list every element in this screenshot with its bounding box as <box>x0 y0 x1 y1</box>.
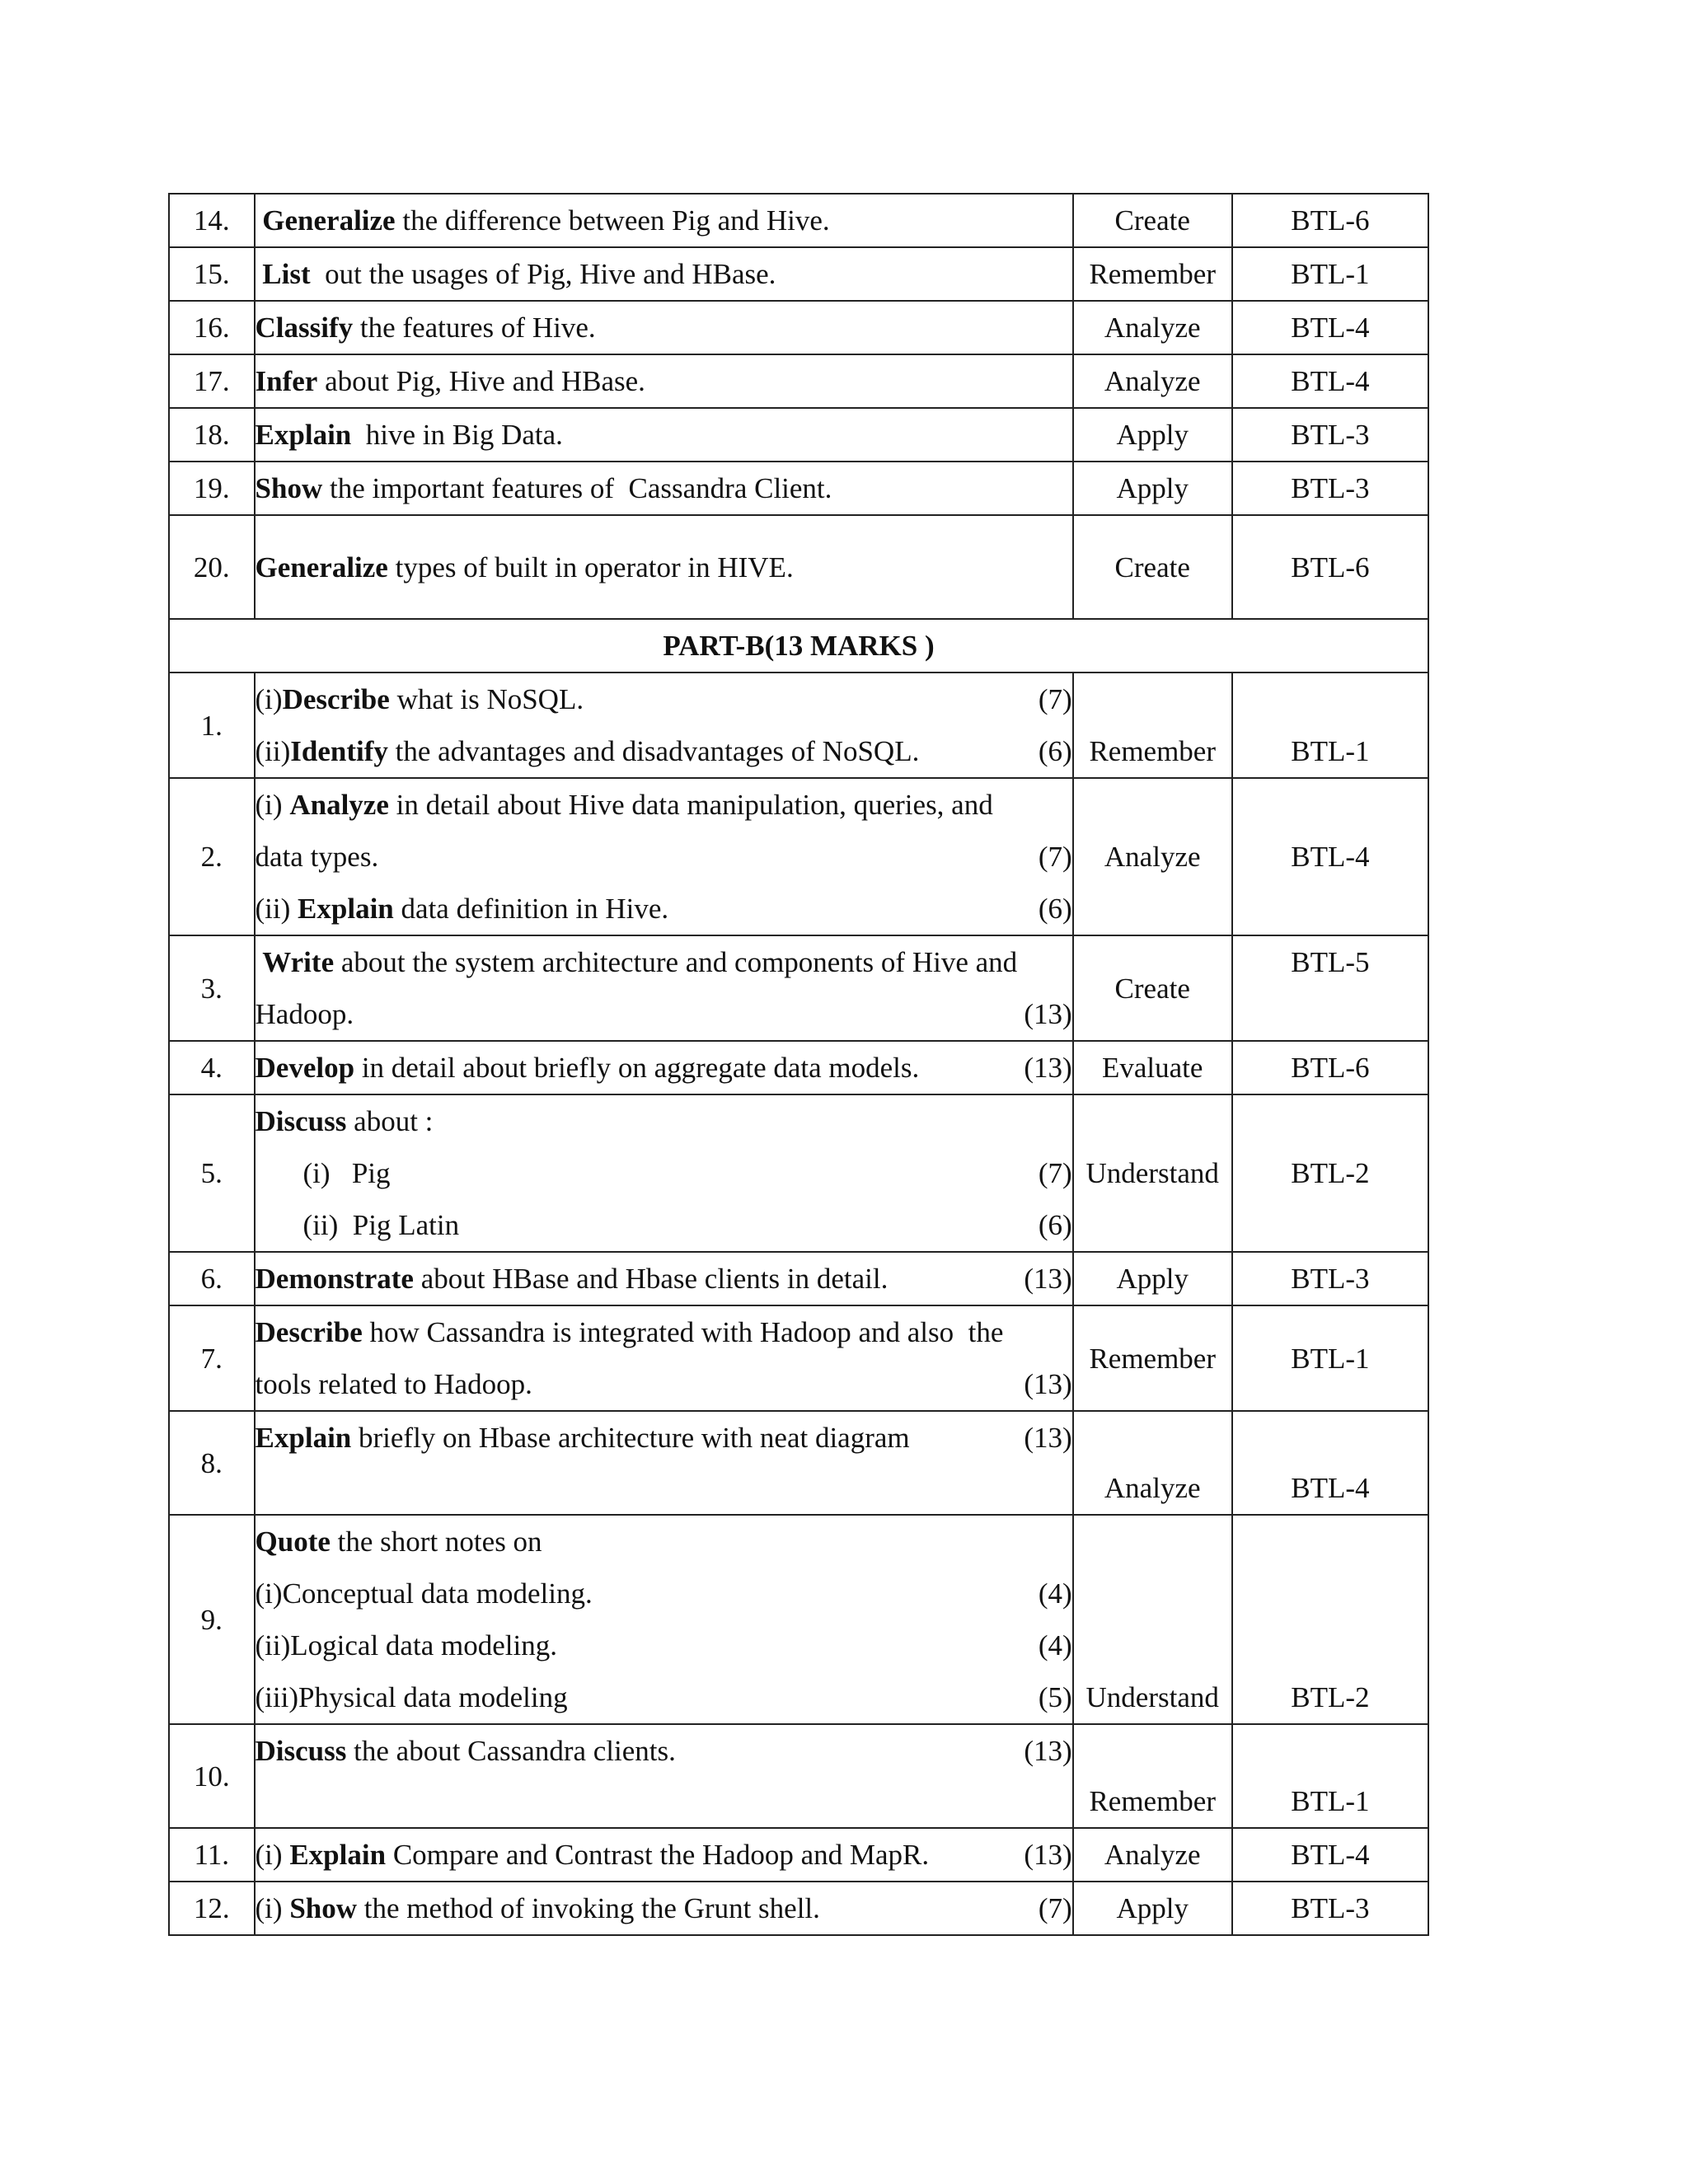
btl-level: BTL-6 <box>1232 194 1428 247</box>
question-number: 6. <box>169 1252 255 1305</box>
btl-level: BTL-3 <box>1232 1252 1428 1305</box>
competence-level: Evaluate <box>1073 1041 1232 1094</box>
btl-level: BTL-4 <box>1232 778 1428 935</box>
question-number: 20. <box>169 515 255 619</box>
btl-level: BTL-4 <box>1232 301 1428 354</box>
section-heading: PART-B(13 MARKS ) <box>169 619 1428 673</box>
marks: (13) <box>1024 1422 1072 1454</box>
table-row <box>169 1828 1428 1882</box>
table-row <box>169 935 1428 1041</box>
btl-level: BTL-6 <box>1232 1041 1428 1094</box>
competence-level: Remember <box>1073 247 1232 301</box>
competence-level: Remember <box>1073 1724 1232 1828</box>
table-row <box>169 1041 1428 1094</box>
competence-level: Analyze <box>1073 1828 1232 1882</box>
btl-level: BTL-4 <box>1232 1828 1428 1882</box>
btl-level: BTL-1 <box>1232 1724 1428 1828</box>
marks: (7) <box>1038 1892 1072 1924</box>
competence-level: Apply <box>1073 1882 1232 1935</box>
table-row <box>169 247 1428 301</box>
question-text: Explain hive in Big Data. <box>255 408 1073 462</box>
question-number: 7. <box>169 1305 255 1411</box>
table-row <box>169 1882 1428 1935</box>
question-text: Classify the features of Hive. <box>255 301 1073 354</box>
question-number: 15. <box>169 247 255 301</box>
question-number: 8. <box>169 1411 255 1515</box>
question-number: 2. <box>169 778 255 935</box>
question-number: 5. <box>169 1094 255 1252</box>
question-number: 1. <box>169 673 255 778</box>
table-row <box>169 673 1428 778</box>
table-row <box>169 778 1428 935</box>
marks: (7) <box>1038 841 1072 873</box>
table-row <box>169 462 1428 515</box>
competence-level: Create <box>1073 515 1232 619</box>
competence-level: Understand <box>1073 1515 1232 1724</box>
question-text: Infer about Pig, Hive and HBase. <box>255 354 1073 408</box>
competence-level: Analyze <box>1073 778 1232 935</box>
question-number: 4. <box>169 1041 255 1094</box>
question-text: Describe how Cassandra is integrated with Hadoop and also the tools related to Hadoop. (13) <box>255 1305 1073 1411</box>
competence-level: Analyze <box>1073 354 1232 408</box>
btl-level: BTL-3 <box>1232 408 1428 462</box>
question-text: Write about the system architecture and components of Hive and Hadoop. (13) <box>255 935 1073 1041</box>
question-number: 17. <box>169 354 255 408</box>
question-text: Show the important features of Cassandra Client. <box>255 462 1073 515</box>
marks: (6) <box>1038 735 1072 767</box>
question-number: 10. <box>169 1724 255 1828</box>
table-row <box>169 619 1428 673</box>
table-row <box>169 1411 1428 1515</box>
competence-level: Analyze <box>1073 1411 1232 1515</box>
marks: (7) <box>1038 683 1072 715</box>
question-text: Explain briefly on Hbase architecture with neat diagram (13) <box>255 1411 1073 1515</box>
table-row <box>169 194 1428 247</box>
question-text: (i) Explain Compare and Contrast the Hadoop and MapR. (13) <box>255 1828 1073 1882</box>
table-row <box>169 1515 1428 1724</box>
competence-level: Analyze <box>1073 301 1232 354</box>
btl-level: BTL-4 <box>1232 354 1428 408</box>
competence-level: Apply <box>1073 408 1232 462</box>
question-number: 19. <box>169 462 255 515</box>
btl-level: BTL-1 <box>1232 247 1428 301</box>
marks: (13) <box>1024 1052 1072 1084</box>
marks: (7) <box>1038 1157 1072 1189</box>
question-table <box>168 193 1429 1936</box>
table-row <box>169 1305 1428 1411</box>
table-row <box>169 408 1428 462</box>
question-text: (i)Describe what is NoSQL. (7) (ii)Identify the advantages and disadvantages of NoSQL. (6) <box>255 673 1073 778</box>
question-text: Demonstrate about HBase and Hbase clients in detail. (13) <box>255 1252 1073 1305</box>
marks: (4) <box>1038 1577 1072 1610</box>
question-number: 11. <box>169 1828 255 1882</box>
btl-level: BTL-2 <box>1232 1094 1428 1252</box>
marks: (13) <box>1024 998 1072 1030</box>
question-number: 3. <box>169 935 255 1041</box>
question-text: Quote the short notes on (i)Conceptual data modeling. (4) (ii)Logical data modeling. (4) (iii)Physical data modeling (5) <box>255 1515 1073 1724</box>
btl-level: BTL-1 <box>1232 1305 1428 1411</box>
btl-level: BTL-5 <box>1232 935 1428 1041</box>
question-text: Discuss the about Cassandra clients. (13) <box>255 1724 1073 1828</box>
btl-level: BTL-1 <box>1232 673 1428 778</box>
marks: (13) <box>1024 1839 1072 1871</box>
question-number: 14. <box>169 194 255 247</box>
question-number: 9. <box>169 1515 255 1724</box>
question-number: 12. <box>169 1882 255 1935</box>
btl-level: BTL-3 <box>1232 1882 1428 1935</box>
question-number: 18. <box>169 408 255 462</box>
btl-level: BTL-2 <box>1232 1515 1428 1724</box>
marks: (4) <box>1038 1629 1072 1661</box>
question-text: (i) Analyze in detail about Hive data manipulation, queries, and data types. (7) (ii) Explain data definition in Hive. (6) <box>255 778 1073 935</box>
question-text: Develop in detail about briefly on aggregate data models. (13) <box>255 1041 1073 1094</box>
btl-level: BTL-6 <box>1232 515 1428 619</box>
question-text: Generalize types of built in operator in HIVE. <box>255 515 1073 619</box>
question-text: Generalize the difference between Pig and Hive. <box>255 194 1073 247</box>
table-row <box>169 515 1428 619</box>
table-row <box>169 301 1428 354</box>
btl-level: BTL-4 <box>1232 1411 1428 1515</box>
question-text: List out the usages of Pig, Hive and HBase. <box>255 247 1073 301</box>
table-row <box>169 1724 1428 1828</box>
marks: (13) <box>1024 1368 1072 1400</box>
question-number: 16. <box>169 301 255 354</box>
marks: (13) <box>1024 1735 1072 1767</box>
competence-level: Create <box>1073 194 1232 247</box>
competence-level: Apply <box>1073 462 1232 515</box>
marks: (6) <box>1038 893 1072 925</box>
table-row <box>169 354 1428 408</box>
competence-level: Remember <box>1073 673 1232 778</box>
competence-level: Understand <box>1073 1094 1232 1252</box>
question-text: Discuss about : (i) Pig (7) (ii) Pig Latin (6) <box>255 1094 1073 1252</box>
marks: (6) <box>1038 1209 1072 1241</box>
question-text: (i) Show the method of invoking the Grunt shell. (7) <box>255 1882 1073 1935</box>
competence-level: Apply <box>1073 1252 1232 1305</box>
table-row <box>169 1252 1428 1305</box>
competence-level: Remember <box>1073 1305 1232 1411</box>
marks: (13) <box>1024 1263 1072 1295</box>
table-row <box>169 1094 1428 1252</box>
marks: (5) <box>1038 1681 1072 1713</box>
btl-level: BTL-3 <box>1232 462 1428 515</box>
competence-level: Create <box>1073 935 1232 1041</box>
